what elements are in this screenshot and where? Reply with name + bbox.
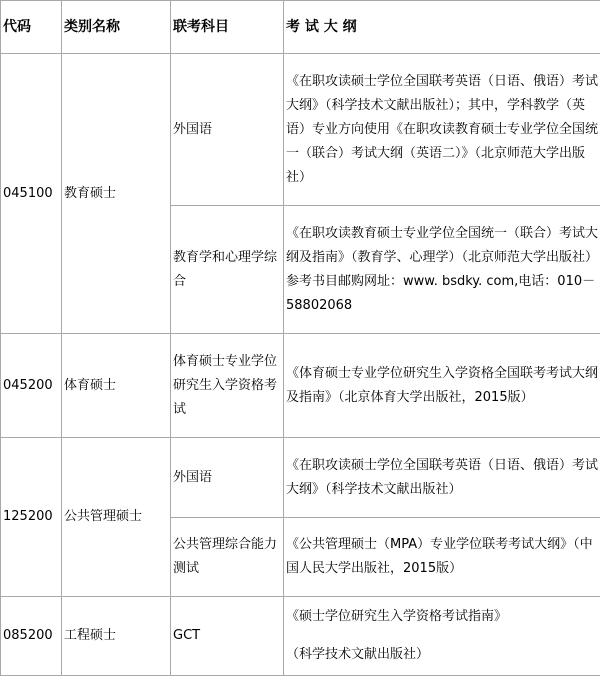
exam-syllabus: 《在职攻读教育硕士专业学位全国统一（联合）考试大纲及指南》（教育学、心理学）（北京师范大学出版社）参考书目邮购网址：www. bsdky. com,电话：010－58802068 xyxy=(284,206,600,334)
exam-syllabus xyxy=(284,597,600,676)
exam-syllabus: 《在职攻读硕士学位全国联考英语（日语、俄语）考试大纲》（科学技术文献出版社）；其中，学科教学（英语）专业方向使用《在职攻读教育硕士专业学位全国统一（联合）考试大纲（英语二）》（北京师范大学出版社） xyxy=(284,54,600,206)
exam-subject: 外国语 xyxy=(171,438,284,518)
table-header-row xyxy=(1,1,600,54)
program-category: 教育硕士 xyxy=(62,54,171,334)
program-category: 体育硕士 xyxy=(62,334,171,438)
exam-syllabus-line1: 《硕士学位研究生入学资格考试指南》 xyxy=(286,605,598,629)
program-code: 125200 xyxy=(1,438,62,597)
program-code: 045200 xyxy=(1,334,62,438)
header-category: 类别名称 xyxy=(62,1,171,54)
table-row xyxy=(1,54,600,206)
header-code: 代码 xyxy=(1,1,62,54)
program-category: 公共管理硕士 xyxy=(62,438,171,597)
table-row xyxy=(1,597,600,676)
exam-subject: 体育硕士专业学位研究生入学资格考试 xyxy=(171,334,284,438)
table-row xyxy=(1,334,600,438)
exam-syllabus-line2: （科学技术文献出版社） xyxy=(286,643,598,667)
exam-syllabus: 《公共管理硕士（MPA）专业学位联考考试大纲》（中国人民大学出版社，2015版） xyxy=(284,518,600,597)
exam-syllabus: 《体育硕士专业学位研究生入学资格全国联考考试大纲及指南》（北京体育大学出版社，2015版） xyxy=(284,334,600,438)
program-category: 工程硕士 xyxy=(62,597,171,676)
exam-subject: 公共管理综合能力测试 xyxy=(171,518,284,597)
exam-subject: GCT xyxy=(171,597,284,676)
program-code: 085200 xyxy=(1,597,62,676)
program-code: 045100 xyxy=(1,54,62,334)
table-row xyxy=(1,438,600,518)
header-subject: 联考科目 xyxy=(171,1,284,54)
exam-syllabus: 《在职攻读硕士学位全国联考英语（日语、俄语）考试大纲》（科学技术文献出版社） xyxy=(284,438,600,518)
exam-subject: 外国语 xyxy=(171,54,284,206)
header-syllabus: 考 试 大 纲 xyxy=(284,1,600,54)
exam-subject: 教育学和心理学综合 xyxy=(171,206,284,334)
